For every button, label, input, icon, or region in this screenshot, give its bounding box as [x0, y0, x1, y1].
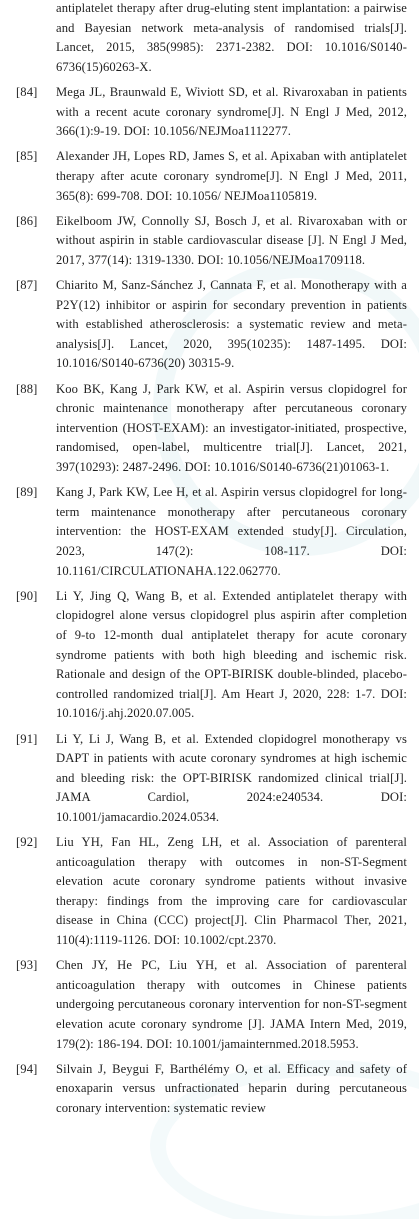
- reference-number: [87]: [16, 278, 38, 293]
- reference-number: [86]: [16, 213, 38, 228]
- reference-entry: [0, 587, 419, 724]
- reference-number: [89]: [16, 485, 38, 500]
- reference-entry: [0, 0, 419, 77]
- reference-entry: [0, 276, 419, 374]
- reference-number: [84]: [16, 84, 38, 99]
- reference-text: antiplatelet therapy after drug-eluting stent implantation: a pairwise and Bayesian network meta-analysis of randomised trials[J]. Lancet, 2015, 385(9985): 2371-2382. DOI: 10.1016/S0140-6736(15)60263-X.: [56, 1, 407, 74]
- reference-text: Silvain J, Beygui F, Barthélémy O, et al. Efficacy and safety of enoxaparin versus unfractionated heparin during percutaneous coronary intervention: systematic review: [56, 1061, 407, 1115]
- reference-text: Li Y, Li J, Wang B, et al. Extended clopidogrel monotherapy vs DAPT in patients with acute coronary syndromes at high ischemic and bleeding risk: the OPT-BIRISK randomized clinical trial[J]. JAMA Cardiol, 2024:e240534. DOI: 10.1001/jamacardio.2024.0534.: [56, 731, 407, 824]
- reference-text: Chen JY, He PC, Liu YH, et al. Association of parenteral anticoagulation therapy with outcomes in Chinese patients undergoing percutaneous coronary intervention for non-ST-segment elevation acute coronary syndrome [J]. JAMA Intern Med, 2019, 179(2): 186-194. DOI: 10.1001/jamainternmed.2018.5953.: [56, 958, 407, 1051]
- reference-text: Liu YH, Fan HL, Zeng LH, et al. Association of parenteral anticoagulation therapy with outcomes in non-ST-Segment elevation acute coronary syndrome patients without invasive therapy: findings from the improving care for cardiovascular disease in China (CCC) project[J]. Clin Pharmacol Ther, 2021, 110(4):1119-1126. DOI: 10.1002/cpt.2370.: [56, 835, 407, 948]
- reference-text: Eikelboom JW, Connolly SJ, Bosch J, et al. Rivaroxaban with or without aspirin in stable cardiovascular disease [J]. N Engl J Med, 2017, 377(14): 1319-1330. DOI: 10.1056/NEJMoa1709118.: [56, 213, 407, 267]
- reference-number: [93]: [16, 958, 38, 973]
- reference-entry: [0, 483, 419, 581]
- reference-entry: [0, 83, 419, 142]
- reference-number: [90]: [16, 588, 38, 603]
- reference-entry: [0, 1060, 419, 1119]
- reference-number: [85]: [16, 149, 38, 164]
- reference-text: Mega JL, Braunwald E, Wiviott SD, et al. Rivaroxaban in patients with a recent acute coronary syndrome[J]. N Engl J Med, 2012, 366(1):9-19. DOI: 10.1056/NEJMoa1112277.: [56, 84, 407, 139]
- reference-text: Koo BK, Kang J, Park KW, et al. Aspirin versus clopidogrel for chronic maintenance monotherapy after percutaneous coronary intervention (HOST-EXAM): an investigator-initiated, prospective, randomised, open-label, multicentre trial[J]. Lancet, 2021, 397(10293): 2487-2496. DOI: 10.1016/S0140-6736(21)01063-1.: [56, 381, 407, 475]
- reference-entry: [0, 212, 419, 271]
- reference-entry: [0, 730, 419, 828]
- reference-entry: [0, 147, 419, 206]
- reference-number: [91]: [16, 731, 38, 746]
- reference-text: Li Y, Jing Q, Wang B, et al. Extended antiplatelet therapy with clopidogrel alone versus clopidogrel plus aspirin after completion of 9-to 12-month dual antiplatelet therapy for acute coronary syndrome patients with both high bleeding and ischemic risk. Rationale and design of the OPT-BIRISK double-blinded, placebo-controlled randomized trial[J]. Am Heart J, 2020, 228: 1-7. DOI: 10.1016/j.ahj.2020.07.005.: [56, 588, 407, 721]
- reference-text: Chiarito M, Sanz-Sánchez J, Cannata F, et al. Monotherapy with a P2Y(12) inhibitor or aspirin for secondary prevention in patients with established atherosclerosis: a systematic review and meta-analysis[J]. Lancet, 2020, 395(10235): 1487-1495. DOI: 10.1016/S0140-6736(20) 30315-9.: [56, 278, 407, 371]
- reference-entry: [0, 956, 419, 1054]
- reference-text: Kang J, Park KW, Lee H, et al. Aspirin versus clopidogrel for long-term maintenance monotherapy after percutaneous coronary intervention: the HOST-EXAM extended study[J]. Circulation, 2023, 147(2): 108-117. DOI: 10.1161/CIRCULATIONAHA.122.062770.: [56, 485, 407, 578]
- reference-text: Alexander JH, Lopes RD, James S, et al. Apixaban with antiplatelet therapy after acute coronary syndrome[J]. N Engl J Med, 2011, 365(8): 699-708. DOI: 10.1056/ NEJMoa1105819.: [56, 149, 407, 203]
- reference-number: [88]: [16, 381, 38, 396]
- reference-number: [94]: [16, 1061, 38, 1076]
- reference-entry: [0, 833, 419, 951]
- reference-number: [92]: [16, 835, 38, 850]
- reference-entry: [0, 380, 419, 478]
